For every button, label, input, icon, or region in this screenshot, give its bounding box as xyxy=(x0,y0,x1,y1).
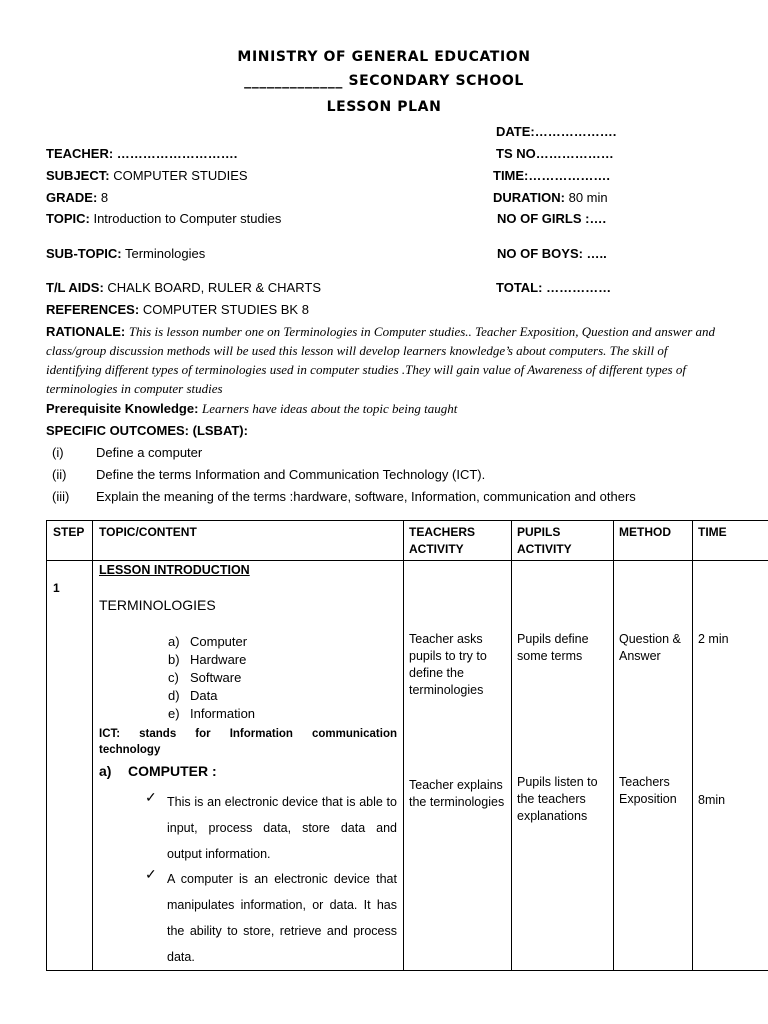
pupils-activity-2: Pupils listen to the teachers explanations xyxy=(517,775,598,823)
header-step: STEP xyxy=(53,525,85,539)
subject-label: SUBJECT: xyxy=(46,168,110,183)
term-letter: a) xyxy=(168,634,180,649)
school-title xyxy=(0,73,768,89)
ministry-title: MINISTRY OF GENERAL EDUCATION xyxy=(237,49,531,65)
term-letter: e) xyxy=(168,706,180,721)
header-time: TIME xyxy=(698,525,727,539)
teacher-label: TEACHER: xyxy=(46,146,114,161)
references-value: COMPUTER STUDIES BK 8 xyxy=(142,302,309,317)
terminologies-heading: TERMINOLOGIES xyxy=(99,597,216,613)
ts-no-field: TS NO……………… xyxy=(496,146,614,161)
outcome-number: (ii) xyxy=(52,467,67,482)
time-field: TIME:………………. xyxy=(493,168,610,183)
teacher-value: ………………………. xyxy=(116,146,238,161)
teacher-activity-1: Teacher asks pupils to try to define the terminologies xyxy=(409,632,487,697)
header-topic-content: TOPIC/CONTENT xyxy=(99,525,197,539)
boys-field: NO OF BOYS: ….. xyxy=(497,246,607,261)
prerequisite xyxy=(46,401,457,417)
topic-value: Introduction to Computer studies xyxy=(93,211,282,226)
subtopic-field xyxy=(46,246,205,261)
rationale-text: This is lesson number one on Terminologies in Computer studies.. Teacher Exposition, Question and answer and class/group discussion methods will be used this lesson will develop learners knowledge’s about computers. The skill of identifying different types of terminologies used in computer studies .They will gain value of Awareness of different types of terminologies in computer studies xyxy=(46,324,716,396)
grade-value: 8 xyxy=(100,190,109,205)
lesson-plan-title: LESSON PLAN xyxy=(326,99,442,115)
subtopic-value: Terminologies xyxy=(125,246,206,261)
term-letter: b) xyxy=(168,652,180,667)
grade-field xyxy=(46,190,108,205)
subtopic-label: SUB-TOPIC: xyxy=(46,246,122,261)
term-item: Data xyxy=(190,688,218,703)
term-item: Software xyxy=(190,670,242,685)
table-column-divider xyxy=(403,521,404,970)
girls-field: NO OF GIRLS :…. xyxy=(497,211,607,226)
subject-field xyxy=(46,168,248,183)
method-1: Question & Answer xyxy=(619,632,681,663)
checkmark-icon: ✓ xyxy=(145,866,157,882)
date-field: DATE:………………. xyxy=(496,124,617,139)
table-column-divider xyxy=(92,521,93,970)
outcome-text: Explain the meaning of the terms :hardware, software, Information, communication and others xyxy=(96,489,636,504)
computer-heading-letter: a) xyxy=(99,763,112,779)
term-item: Hardware xyxy=(190,652,247,667)
computer-heading: COMPUTER : xyxy=(128,763,217,779)
references-field xyxy=(46,302,309,317)
outcome-text: Define a computer xyxy=(96,445,203,460)
prerequisite-label: Prerequisite Knowledge: xyxy=(46,401,199,416)
subject-value: COMPUTER STUDIES xyxy=(113,168,248,183)
lesson-introduction-heading: LESSON INTRODUCTION xyxy=(99,563,250,577)
teacher-field xyxy=(46,146,237,161)
topic-label: TOPIC: xyxy=(46,211,90,226)
school-name: SECONDARY SCHOOL xyxy=(348,73,524,89)
total-field: TOTAL: …………… xyxy=(496,280,612,295)
duration-field xyxy=(493,190,608,205)
step-number: 1 xyxy=(53,581,60,595)
school-blank: _____________ xyxy=(244,73,343,89)
rationale-label: RATIONALE: xyxy=(46,324,126,339)
references-label: REFERENCES: xyxy=(46,302,140,317)
prerequisite-text: Learners have ideas about the topic being taught xyxy=(202,401,458,416)
term-item: Information xyxy=(190,706,256,721)
table-column-divider xyxy=(511,521,512,970)
aids-field xyxy=(46,280,321,295)
table-column-divider xyxy=(613,521,614,970)
grade-label: GRADE: xyxy=(46,190,98,205)
rationale xyxy=(46,322,721,398)
time-1: 2 min xyxy=(698,632,729,646)
time-2: 8min xyxy=(698,793,726,807)
computer-definition-1: This is an electronic device that is able to input, process data, store data and output information. xyxy=(167,795,397,861)
pupils-activity-1: Pupils define some terms xyxy=(517,632,589,663)
header-pupils-activity: PUPILS ACTIVITY xyxy=(517,525,572,556)
outcome-number: (iii) xyxy=(52,489,70,504)
outcome-number: (i) xyxy=(52,445,64,460)
term-letter: d) xyxy=(168,688,180,703)
outcomes-label: SPECIFIC OUTCOMES: (LSBAT): xyxy=(46,423,248,438)
header-teachers-activity: TEACHERS ACTIVITY xyxy=(409,525,476,556)
topic-field xyxy=(46,211,281,226)
table-header-divider xyxy=(47,560,768,561)
method-2: Teachers Exposition xyxy=(619,775,677,806)
term-item: Computer xyxy=(190,634,248,649)
aids-value: CHALK BOARD, RULER & CHARTS xyxy=(107,280,321,295)
aids-label: T/L AIDS: xyxy=(46,280,104,295)
ict-definition: ICT: stands for Information communication technology xyxy=(99,728,397,756)
duration-label: DURATION: xyxy=(493,190,565,205)
duration-value: 80 min xyxy=(568,190,608,205)
header-method: METHOD xyxy=(619,525,671,539)
computer-definition-2: A computer is an electronic device that manipulates information, or data. It has the ability to store, retrieve and process data. xyxy=(167,872,397,964)
checkmark-icon: ✓ xyxy=(145,789,157,805)
outcome-text: Define the terms Information and Communication Technology (ICT). xyxy=(96,467,486,482)
table-column-divider xyxy=(692,521,693,970)
teacher-activity-2: Teacher explains the terminologies xyxy=(409,778,505,809)
lesson-table xyxy=(46,520,768,971)
term-letter: c) xyxy=(168,670,179,685)
